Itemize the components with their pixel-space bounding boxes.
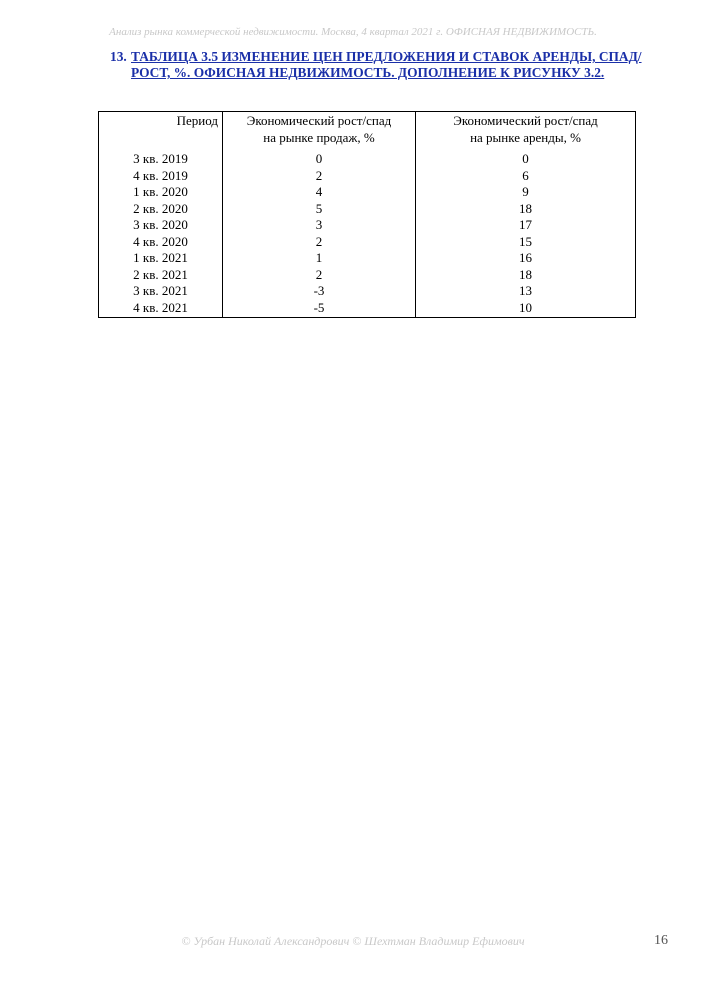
cell-sales: 0 — [223, 151, 416, 168]
cell-period: 2 кв. 2021 — [99, 267, 223, 284]
cell-rent: 13 — [519, 283, 532, 298]
cell-sales: -3 — [223, 283, 416, 300]
cell-rent: 17 — [519, 217, 532, 232]
page-number: 16 — [654, 933, 668, 948]
cell-rent: 15 — [519, 233, 532, 249]
cell-period: 1 кв. 2021 — [99, 250, 223, 267]
cell-period: 4 кв. 2020 — [99, 234, 223, 251]
table-row — [99, 201, 636, 218]
cell-rent: 16 — [519, 250, 532, 265]
section-title: ТАБЛИЦА 3.5 ИЗМЕНЕНИЕ ЦЕН ПРЕДЛОЖЕНИЯ И СТАВОК АРЕНДЫ, СПАД/РОСТ, %. ОФИСНАЯ НЕДВИЖИМОСТЬ. ДОПОЛНЕНИЕ К РИСУНКУ 3.2. — [131, 49, 642, 80]
cell-sales: 2 — [223, 168, 416, 185]
section-number: 13. — [110, 49, 127, 64]
header-rent — [416, 112, 636, 152]
cell-sales: 2 — [223, 234, 416, 251]
header-sales-line2: на рынке продаж, % — [263, 129, 375, 145]
table-row — [99, 283, 636, 300]
footer-copyright: © Урбан Николай Александрович © Шехтман Владимир Ефимович — [181, 934, 525, 948]
table-body — [99, 151, 636, 318]
header-period — [99, 112, 223, 152]
header-sales-line1: Экономический рост/спад — [246, 113, 392, 128]
cell-period: 3 кв. 2021 — [99, 283, 223, 300]
header-rent-line2: на рынке аренды, % — [470, 129, 581, 145]
cell-sales: 5 — [223, 201, 416, 218]
cell-sales: 3 — [223, 217, 416, 234]
table-row — [99, 151, 636, 168]
header-period-label: Период — [176, 113, 218, 128]
cell-period: 4 кв. 2021 — [99, 300, 223, 318]
cell-rent: 9 — [522, 184, 529, 199]
running-header: Анализ рынка коммерческой недвижимости. Москва, 4 квартал 2021 г. ОФИСНАЯ НЕДВИЖИМОСТЬ. — [109, 26, 597, 38]
table-row — [99, 184, 636, 201]
table-header — [99, 112, 636, 152]
cell-period: 2 кв. 2020 — [99, 201, 223, 218]
cell-sales: 1 — [223, 250, 416, 267]
cell-sales: -5 — [223, 300, 416, 318]
header-rent-line1: Экономический рост/спад — [453, 113, 598, 128]
cell-rent: 10 — [519, 299, 532, 315]
cell-rent: 18 — [519, 266, 532, 282]
cell-period: 4 кв. 2019 — [99, 168, 223, 185]
cell-period: 1 кв. 2020 — [99, 184, 223, 201]
table-row — [99, 300, 636, 318]
cell-sales: 4 — [223, 184, 416, 201]
table-row — [99, 168, 636, 185]
cell-period: 3 кв. 2019 — [99, 151, 223, 168]
cell-sales: 2 — [223, 267, 416, 284]
table-row — [99, 267, 636, 284]
cell-rent: 6 — [522, 167, 529, 183]
table-row — [99, 217, 636, 234]
price-change-table — [98, 111, 636, 318]
table-header-row — [99, 112, 636, 152]
table-row — [99, 250, 636, 267]
cell-period: 3 кв. 2020 — [99, 217, 223, 234]
header-sales — [223, 112, 416, 152]
section-heading — [110, 49, 670, 81]
cell-rent: 0 — [522, 151, 529, 166]
table-row — [99, 234, 636, 251]
cell-rent: 18 — [519, 200, 532, 216]
